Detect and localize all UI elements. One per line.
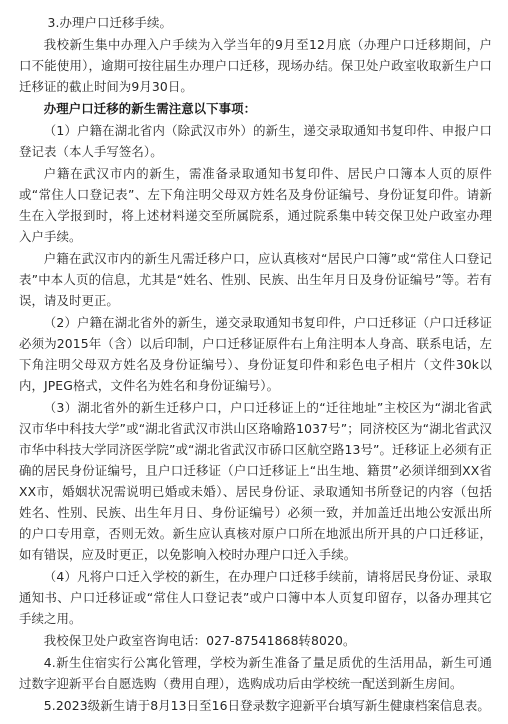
section-3-heading: 3.办理户口迁移手续。 xyxy=(47,15,172,30)
section-4-paragraph: 4.新生住宿实行公寓化管理，学校为新生准备了量足质优的生活用品，新生可通过数字迎新平台自愿选购（费用自理），选购成功后由学校统一配送到新生房间。 xyxy=(19,655,492,691)
section-5-paragraph: 5.2023级新生请于8月13日至16日登录数字迎新平台填写新生健康档案信息表。 xyxy=(43,698,490,713)
intake-deadline-paragraph: 我校新生集中办理入户手续为入学当年的9月至12月底（办理户口迁移期间，户口不能使用），逾期可按往届生办理户口迁移，现场办结。保卫处户政室收取新生户口迁移证的截止时间为9月30日。 xyxy=(19,37,492,94)
notes-heading: 办理户口迁移的新生需注意以下事项： xyxy=(43,101,257,116)
outside-hubei-paragraph: （2）户籍在湖北省外的新生，递交录取通知书复印件，户口迁移证（户口迁移证必须为2015年（含）以后印制，户口迁移证原件右上角注明本人身高、联系电话，左下角注明父母双方姓名及身份证编号）、身份证复印件和彩色电子相片（文件30k以内，JPEG格式，文件名为姓名和身份证编号）。 xyxy=(19,315,492,393)
wuhan-verify-paragraph: 户籍在武汉市内的新生凡需迁移户口，应认真核对“居民户口簿”或“常住人口登记表”中本人页的信息，尤其是“姓名、性别、民族、出生年月日及身份证编号”等。若有误，请及时更正。 xyxy=(19,251,492,308)
keep-copies-paragraph: （4）凡将户口迁入学校的新生，在办理户口迁移手续前，请将居民身份证、录取通知书、户口迁移证或“常住人口登记表”或户口簿中本人页复印留存，以备办理其它手续之用。 xyxy=(19,569,492,626)
migration-address-paragraph: （3）湖北省外的新生迁移户口，户口迁移证上的“迁往地址”主校区为“湖北省武汉市华中科技大学”或“湖北省武汉市洪山区珞喻路1037号”；同济校区为“湖北省武汉市华中科技大学同济医学院”或“湖北省武汉市硚口区航空路13号”。迁移证上必须有正确的居民身份证编号，且户口迁移证（户口迁移证上“出生地、籍贯”必须详细到XX省XX市，婚姻状况需说明已婚或未婚）、居民身份证、录取通知书所登记的内容（包括姓名、性别、民族、出生年月日、身份证编号）必须一致，并加盖迁出地公安派出所的户口专用章，否则无效。新生应认真核对原户口所在地派出所开具的户口迁移证，如有错误，应及时更正，以免影响入校时办理户口迁入手续。 xyxy=(19,400,492,562)
contact-phone-paragraph: 我校保卫处户政室咨询电话：027-87541868转8020。 xyxy=(43,633,356,648)
hubei-province-paragraph: （1）户籍在湖北省内（除武汉市外）的新生，递交录取通知书复印件、申报户口登记表（本人手写签名）。 xyxy=(19,123,492,159)
wuhan-materials-paragraph: 户籍在武汉市内的新生，需准备录取通知书复印件、居民户口簿本人页的原件或“常住人口登记表”、左下角注明父母双方姓名及身份证编号、身份证复印件。请新生在入学报到时，将上述材料递交至所属院系，通过院系集中转交保卫处户政室办理入户手续。 xyxy=(19,166,492,244)
